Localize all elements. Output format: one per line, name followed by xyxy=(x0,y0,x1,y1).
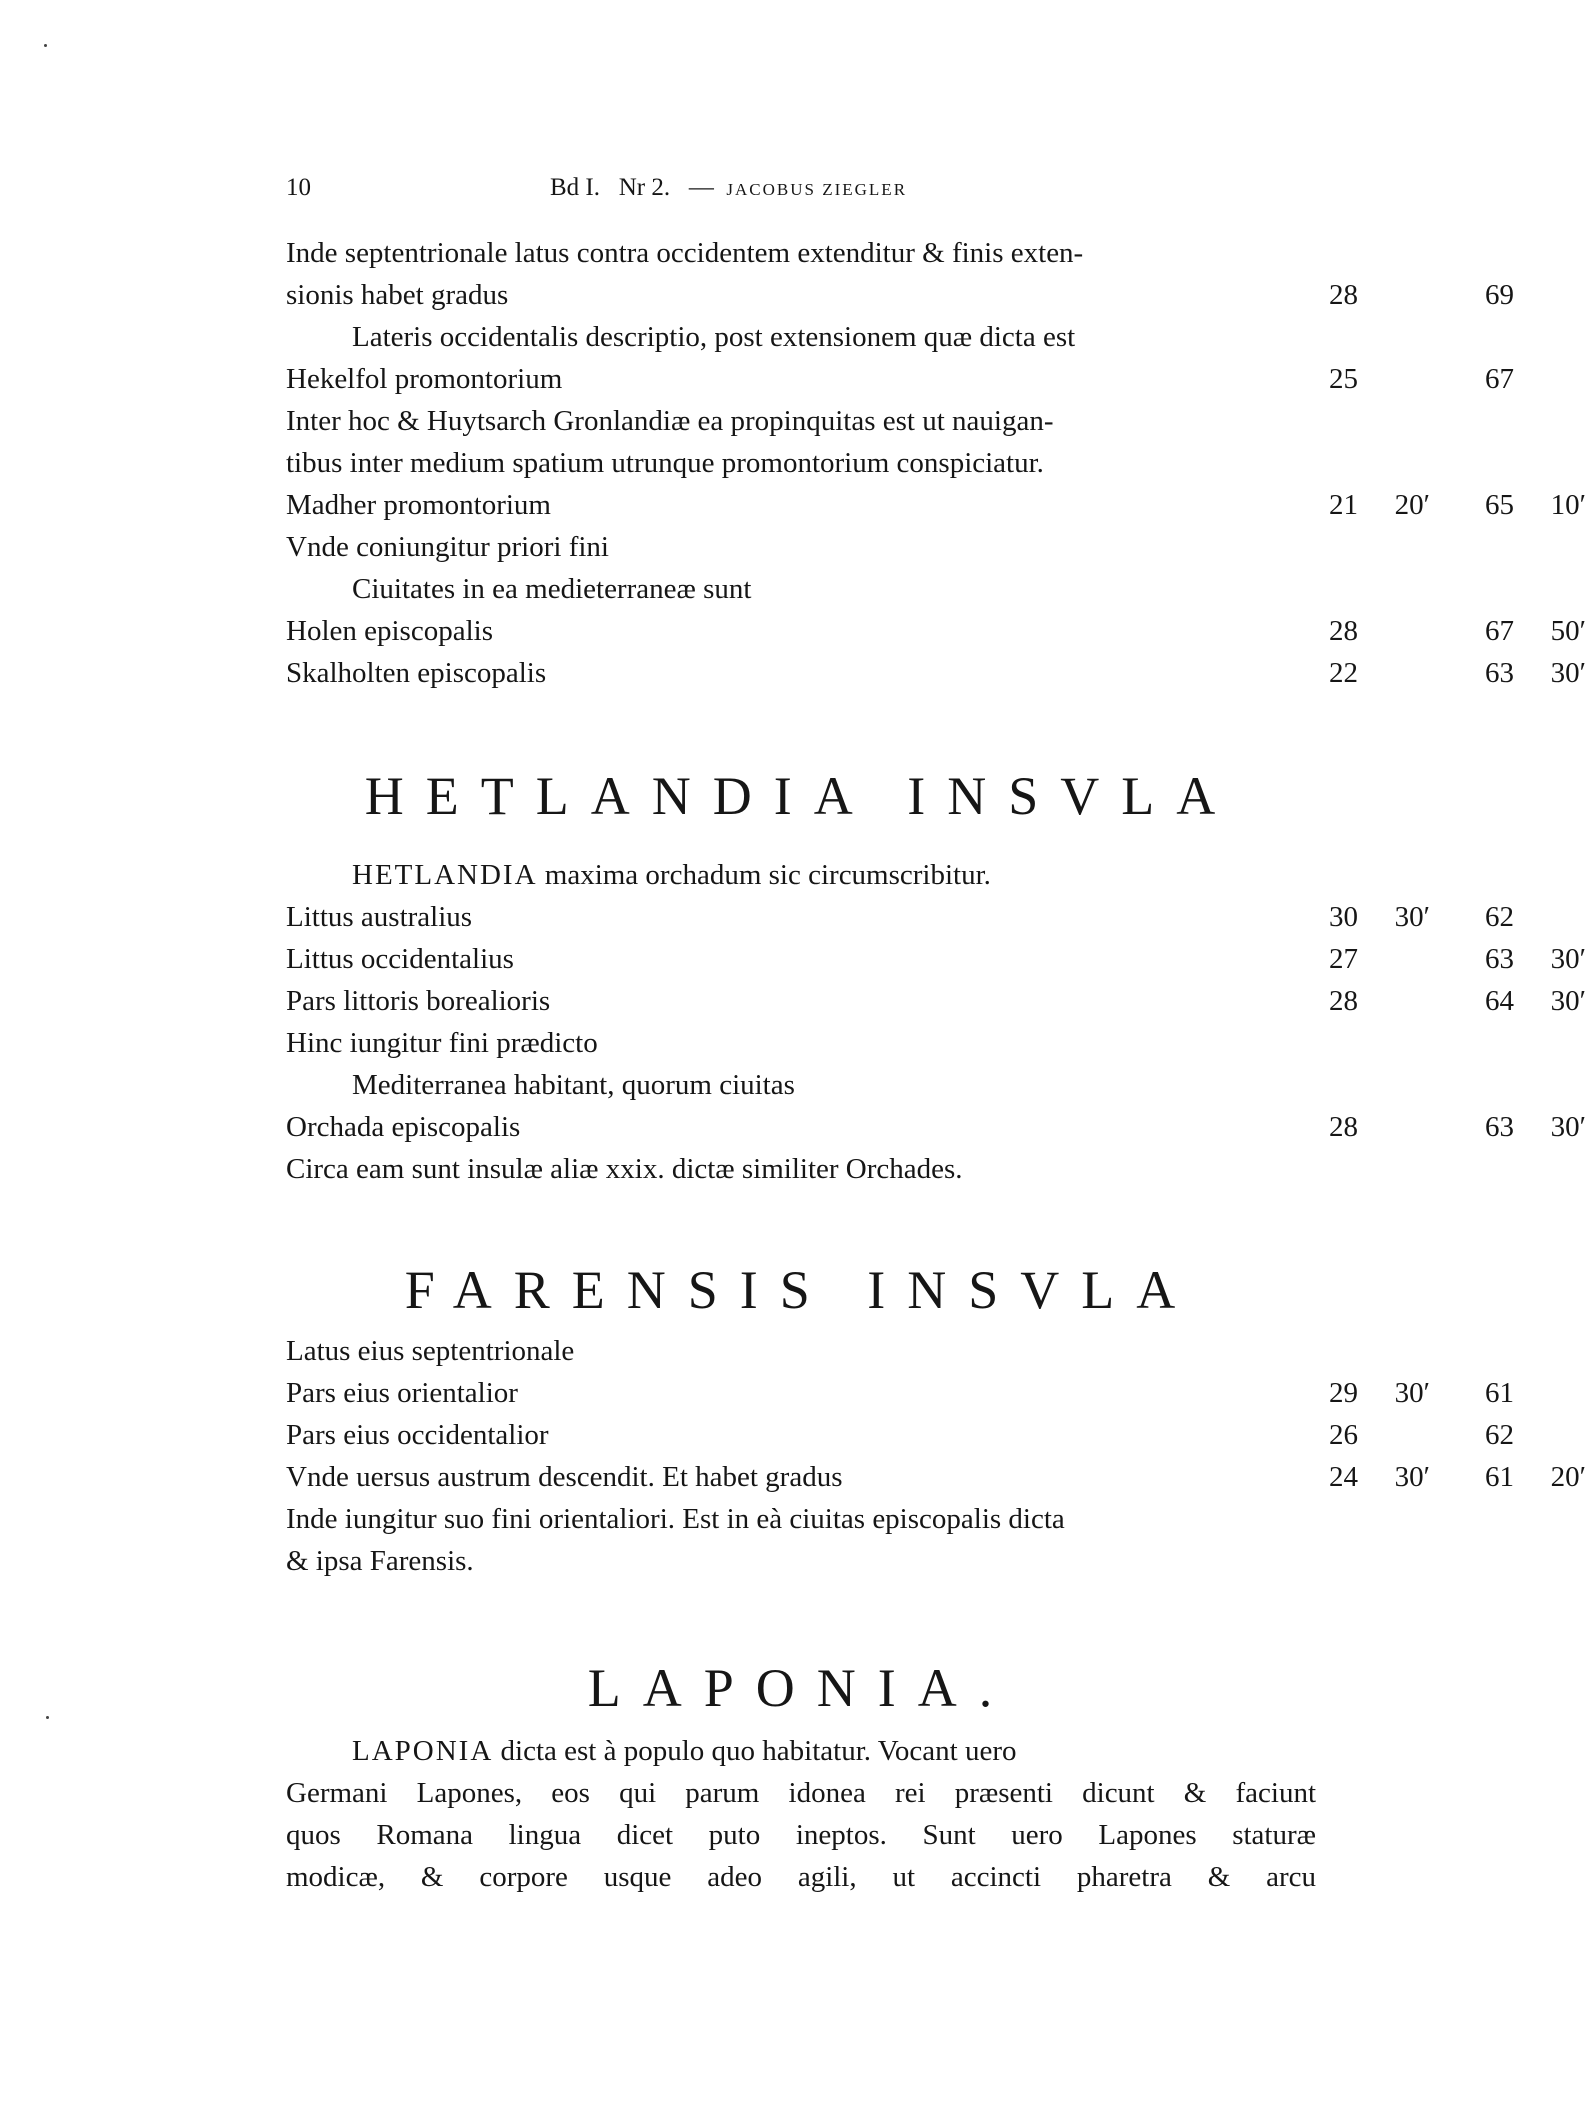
text-line: Latus eius septentrionale xyxy=(286,1335,575,1367)
smallcaps-name: HETLANDIA xyxy=(352,859,538,891)
table-row: Madher promontorium 21 20′ 65 10′ xyxy=(286,489,1586,521)
table-row: sionis habet gradus 28 69 xyxy=(286,279,1514,311)
text-line: Lateris occidentalis descriptio, post extensionem quæ dicta est xyxy=(352,321,1076,353)
smallcaps-name: LAPONIA xyxy=(352,1735,494,1767)
table-row: Skalholten episcopalis 22 63 30′ xyxy=(286,657,1586,689)
scan-speck xyxy=(44,44,47,47)
paragraph-line: quos Romana lingua dicet puto ineptos. Sunt uero Lapones staturæ xyxy=(286,1819,1316,1851)
text-line: tibus inter medium spatium utrunque promontorium conspiciatur. xyxy=(286,447,1044,479)
text-line: Circa eam sunt insulæ aliæ xxix. dictæ similiter Orchades. xyxy=(286,1153,963,1185)
author-name: JACOBUS ZIEGLER xyxy=(726,180,908,199)
text-line: Vnde coniungitur priori fini xyxy=(286,531,609,563)
section-heading-laponia: LAPONIA. xyxy=(587,1658,1015,1718)
header-dash: — xyxy=(688,174,714,201)
table-row: Hekelfol promontorium 25 67 xyxy=(286,363,1514,395)
paragraph-line: LAPONIA dicta est à populo quo habitatur. Vocant uero xyxy=(352,1735,1017,1767)
section-intro: HETLANDIA maxima orchadum sic circumscribitur. xyxy=(352,859,991,891)
table-row: Littus australius 30 30′ 62 xyxy=(286,901,1514,933)
table-row: Pars littoris borealioris 28 64 30′ xyxy=(286,985,1586,1017)
scan-speck xyxy=(46,1716,49,1719)
text-line: Inter hoc & Huytsarch Gronlandiæ ea propinquitas est ut nauigan- xyxy=(286,405,1054,437)
table-row: Vnde uersus austrum descendit. Et habet gradus 24 30′ 61 20′ xyxy=(286,1461,1586,1493)
text-line: Mediterranea habitant, quorum ciuitas xyxy=(352,1069,795,1101)
text-line: & ipsa Farensis. xyxy=(286,1545,474,1577)
paragraph-line: Germani Lapones, eos qui parum idonea rei præsenti dicunt & faciunt xyxy=(286,1777,1316,1809)
volume-label: Bd I. xyxy=(550,174,600,201)
table-row: Pars eius orientalior 29 30′ 61 xyxy=(286,1377,1514,1409)
number-label: Nr 2. xyxy=(618,174,671,201)
table-row: Pars eius occidentalior 26 62 xyxy=(286,1419,1514,1451)
text-line: Inde iungitur suo fini orientaliori. Est in eà ciuitas episcopalis dicta xyxy=(286,1503,1065,1535)
section-heading-farensis: FARENSIS INSVLA xyxy=(404,1260,1198,1320)
running-title xyxy=(550,174,907,202)
running-header xyxy=(286,174,1306,214)
text-line: Inde septentrionale latus contra occidentem extenditur & finis exten- xyxy=(286,237,1084,269)
table-row: Orchada episcopalis 28 63 30′ xyxy=(286,1111,1586,1143)
paragraph-line: modicæ, & corpore usque adeo agili, ut accincti pharetra & arcu xyxy=(286,1861,1316,1893)
table-row: Littus occidentalius 27 63 30′ xyxy=(286,943,1586,975)
table-row: Holen episcopalis 28 67 50′ xyxy=(286,615,1586,647)
page-number: 10 xyxy=(286,174,311,201)
text-line: Ciuitates in ea medieterraneæ sunt xyxy=(352,573,752,605)
section-heading-hetlandia: HETLANDIA INSVLA xyxy=(364,766,1238,826)
text-line: Hinc iungitur fini prædicto xyxy=(286,1027,598,1059)
